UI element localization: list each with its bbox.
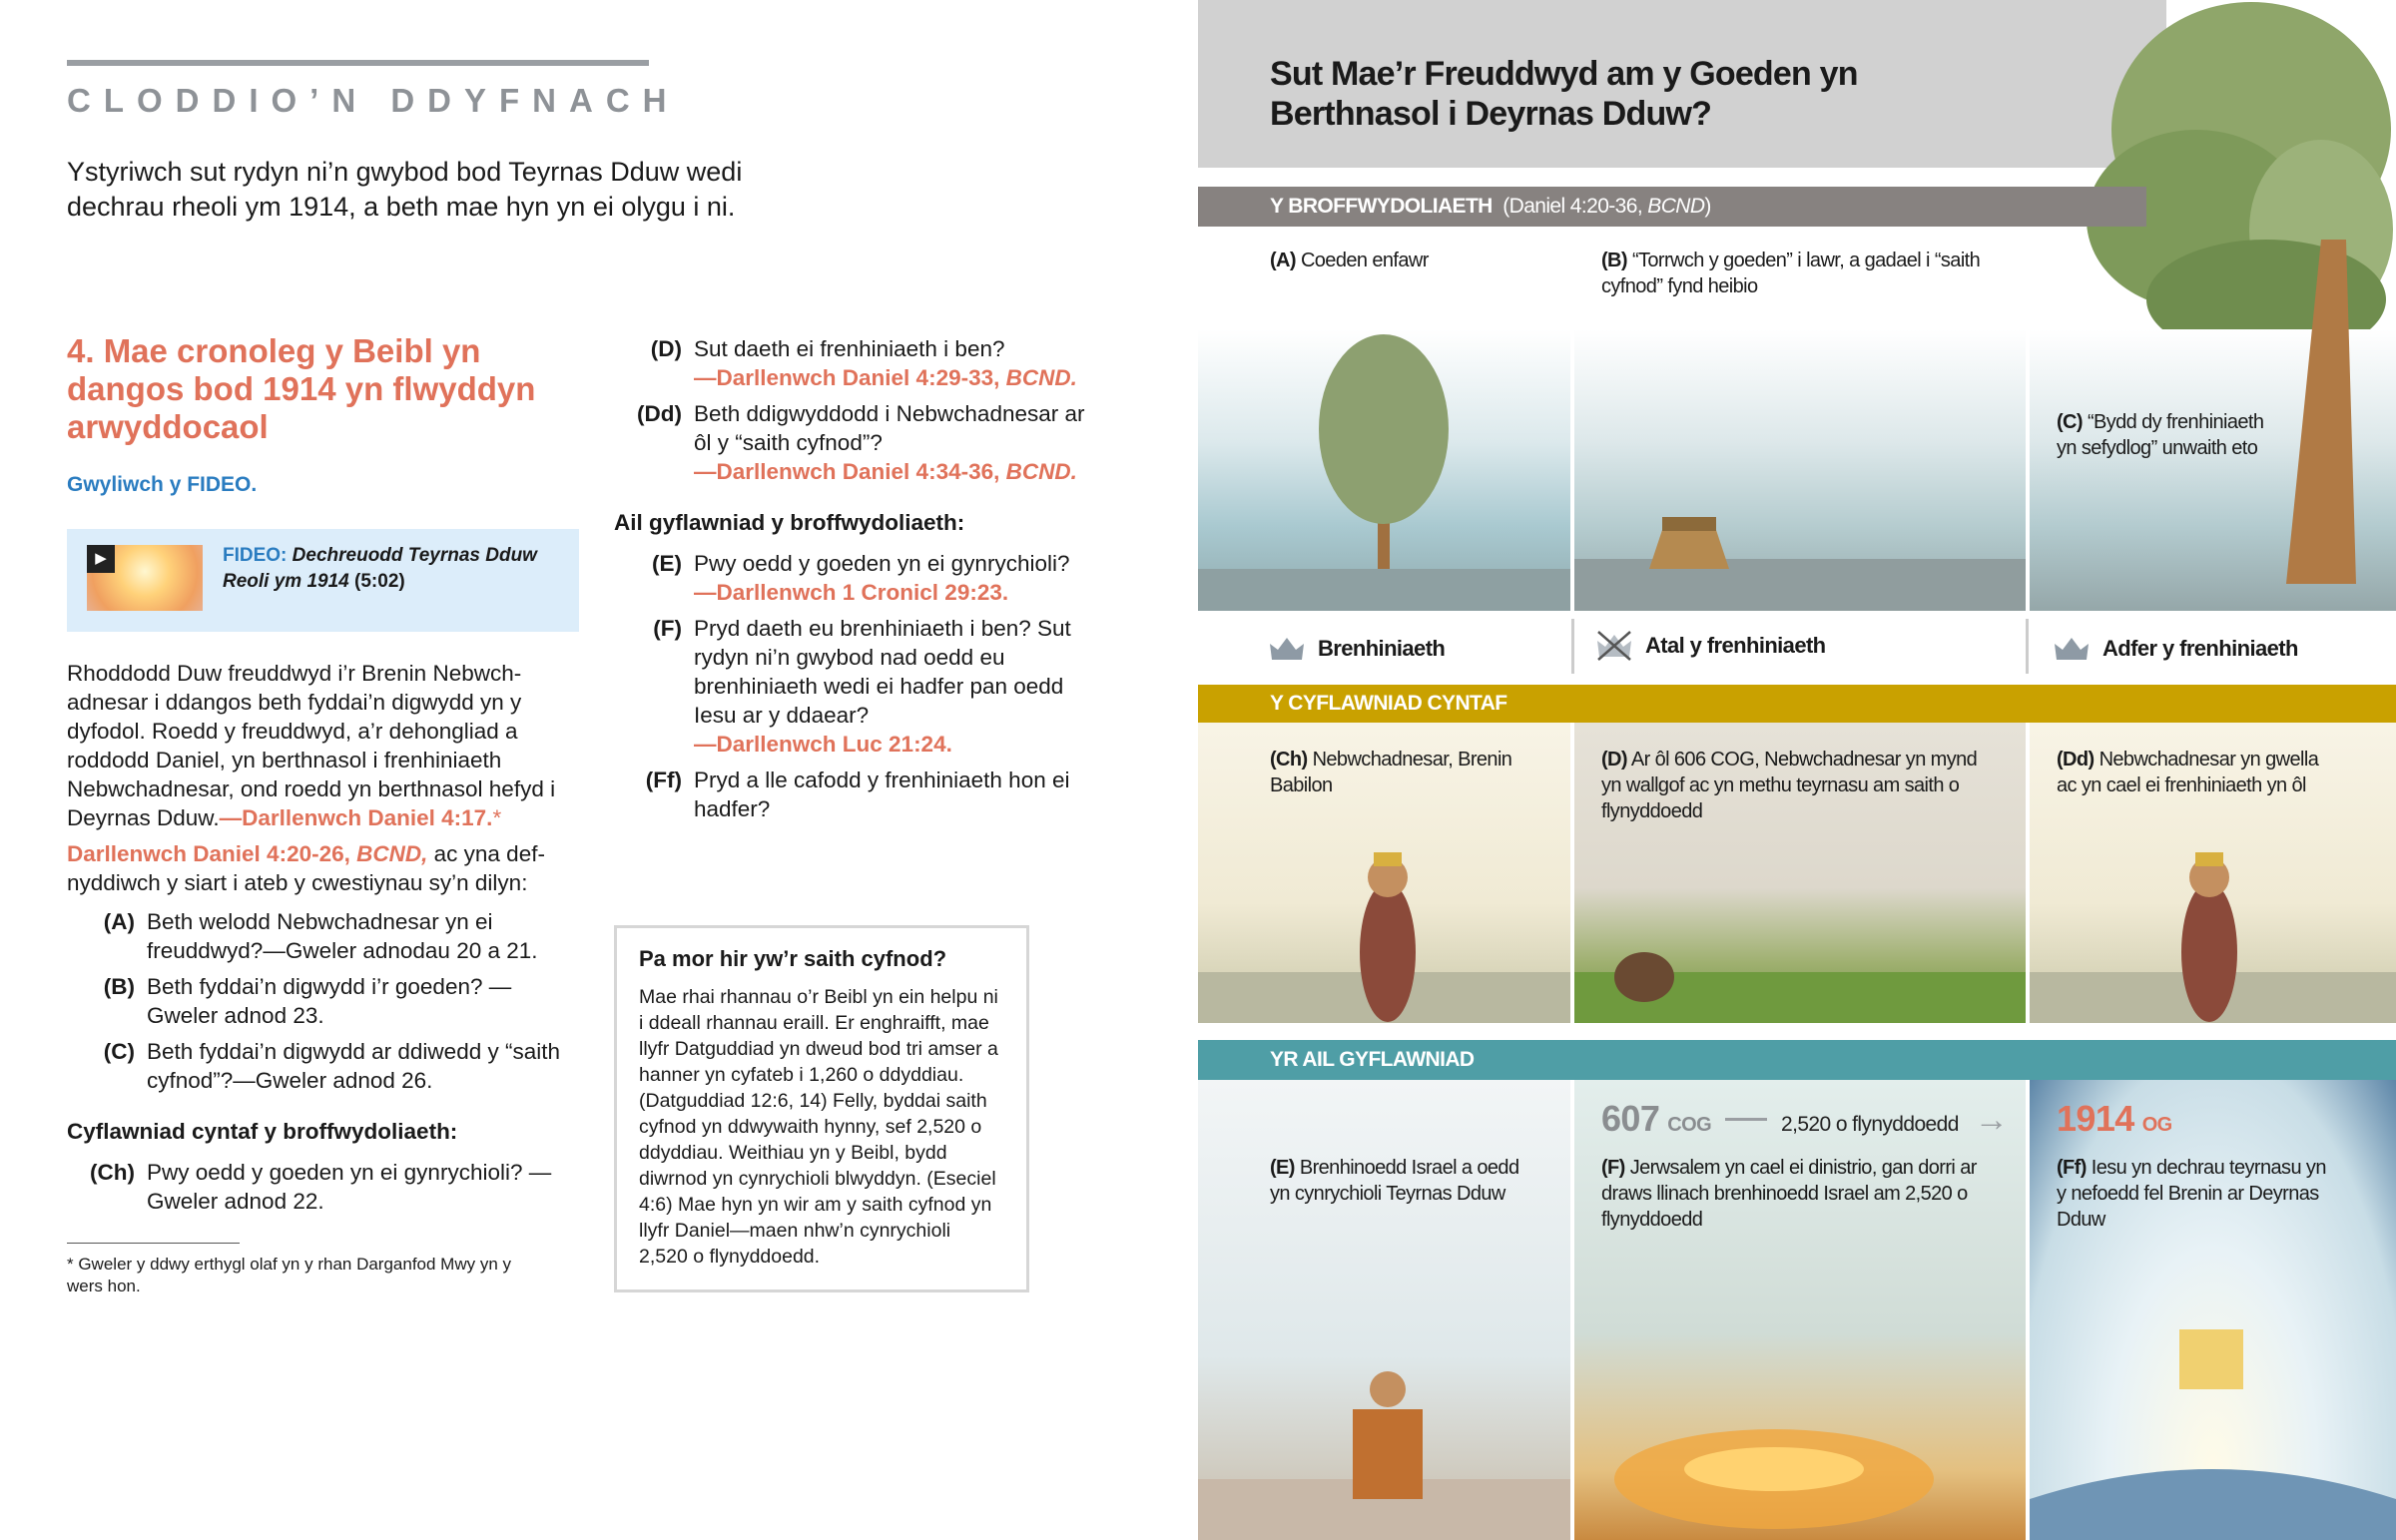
kingship-label [1268,634,1445,664]
kingship-text: Adfer y frenhiniaeth [2102,636,2298,661]
item-label: (F) [1601,1157,1625,1179]
question-label: (Ff) [645,768,682,792]
tree-icon [1198,329,1570,611]
header-rule [67,60,649,66]
scripture-link-italic[interactable]: BCND. [1005,365,1077,390]
intro-text: Ystyriwch sut rydyn ni’n gwybod bod Teyrnas Dduw wedi dechrau rheoli ym 1914, a beth mae hyn yn ei olygu i ni. [67,157,743,222]
item-text: Coeden enfawr [1300,250,1429,271]
question-ff [614,766,1093,823]
second-item-ff [2057,1155,2336,1233]
question-text: Beth fyddai’n digwydd ar ddiwedd y “saith cyfnod”?—Gweler adnod 26. [147,1039,560,1093]
scripture-link[interactable]: —Darllenwch Daniel 4:34-36, [694,459,1000,484]
scripture-link[interactable]: —Darllenwch Daniel 4:29-33, [694,365,1000,390]
prophecy-band [1198,187,2146,227]
timeline-line [1725,1118,1767,1121]
item-label: (A) [1270,250,1296,271]
question-text: Pwy oedd y goeden yn ei gynrychioli? [694,551,1070,576]
item-text: “Bydd dy frenhiniaeth yn sefydlog” unwaith eto [2057,411,2264,459]
question-label: (F) [653,616,682,641]
paragraph-2-text: ac yna defnyddiwch y siart i ateb y cwestiynau sy’n dilyn: [67,841,545,895]
crossed-crown-icon [1595,631,1633,661]
item-text: Nebwchadnesar yn gwella ac yn cael ei frenhiniaeth yn ôl [2057,749,2319,796]
question-a [67,907,566,965]
item-label: (Ch) [1270,749,1308,770]
item-text: Jerwsalem yn cael ei dinistrio, gan dorri ar draws llinach brenhinoedd Israel am 2,520 o flynyddoedd [1601,1157,1977,1231]
chart-title: Sut Mae’r Freuddwyd am y Goeden yn Berthnasol i Deyrnas Dduw? [1270,55,1858,133]
second-item-f [1601,1155,2011,1233]
first-item-dd [2057,747,2336,798]
video-duration: (5:02) [354,571,405,592]
large-tree-trunk [2276,240,2396,589]
prophecy-item-b [1601,248,2001,299]
question-label: (A) [103,909,135,934]
question-label: (Ch) [90,1160,135,1185]
question-ch [67,1158,566,1216]
play-icon[interactable]: ▶ [87,545,115,573]
question-label: (B) [103,974,135,999]
timeline-start [1601,1098,2008,1140]
item-label: (Ff) [2057,1157,2087,1179]
video-caption [223,543,562,595]
sidebar-title: Pa mor hir yw’r saith cyfnod? [639,946,947,971]
paragraph-1-text: Rhoddodd Duw freuddwyd i’r Brenin Nebwchadnesar i ddangos beth fyddai’n digwydd yn y dyfodol. Roedd y freuddwyd, a’r dehongliad a roddodd Daniel, yn berthnasol i frenhiniaeth Nebwchadnesar, ond roedd yn berthnasol hefyd i Deyrnas Dduw. [67,661,556,830]
jerusalem-destroyed-image [1574,1080,2026,1540]
stump-icon [1574,329,2026,611]
footnote-divider [67,1243,240,1244]
prophecy-band-ref: (Daniel 4:20-36, [1502,195,1648,218]
scripture-link[interactable]: —Darllenwch Luc 21:24. [694,732,952,757]
question-f [614,614,1093,759]
heavenly-kingdom-image [2030,1080,2396,1540]
kingship-restored-label [2053,634,2298,664]
first-fulfilment-band: Y CYFLAWNIAD CYNTAF [1198,685,2396,723]
first-item-d [1601,747,2001,824]
kingship-text: Atal y frenhiniaeth [1645,633,1826,658]
question-d [614,334,1093,392]
question-c [67,1037,566,1095]
sidebar-body: Mae rhai rhannau o’r Beibl yn ein helpu ni i ddeall rhannau eraill. Er enghraifft, mae llyfr Datguddiad yn dweud bod tri amser a hanner yn cyfateb i 1,260 o ddyddiau. (Datguddiad 12:6, 14) Felly, byddai saith cyfnod yn ddwywaith hynny, sef 2,520 o ddyddiau. Weithiau yn y Beibl, bydd diwrnod yn cynrychioli blwyddyn. (Eseciel 4:6) Mae hyn yn wir am y saith cyfnod yn llyfr Daniel—maen nhw’n cynrychioli 2,520 o flynyddoedd. [639,986,998,1268]
question-label: (C) [103,1039,135,1064]
footnote-marker[interactable]: * [492,805,502,830]
item-text: Iesu yn dechrau teyrnasu yn y nefoedd fel Brenin ar Deyrnas Dduw [2057,1157,2326,1231]
question-text: Pryd a lle cafodd y frenhiniaeth hon ei hadfer? [694,768,1070,821]
scripture-link-italic[interactable]: BCND, [356,841,428,866]
scripture-link[interactable]: —Darllenwch 1 Cronicl 29:23. [694,580,1009,605]
sidebar-box [614,925,1029,1292]
prophecy-item-c [2057,409,2276,461]
item-text: Brenhinoedd Israel a oedd yn cynrychioli Teyrnas Dduw [1270,1157,1519,1205]
question-text: Beth welodd Nebwchadnesar yn ei freuddwyd?—Gweler adnodau 20 a 21. [147,909,538,963]
timeline-end [2057,1098,2172,1140]
prophecy-item-a [1270,248,1549,273]
start-year: 607 [1601,1098,1660,1139]
item-label: (C) [2057,411,2083,433]
section-kicker: CLODDIO’N DDYFNACH [67,82,680,119]
column-divider [2026,619,2029,674]
kingship-suspended-label [1595,631,1826,661]
video-thumbnail[interactable] [87,545,203,611]
kingship-text: Brenhiniaeth [1318,636,1446,661]
question-label: (E) [652,551,682,576]
item-label: (E) [1270,1157,1295,1179]
question-text: Sut daeth ei frenhiniaeth i ben? [694,336,1005,361]
end-era: OG [2141,1114,2172,1136]
question-b [67,972,566,1030]
scripture-link[interactable]: Darllenwch Daniel 4:20-26, [67,841,350,866]
throne-icon [1198,1080,1570,1540]
item-label: (D) [1601,749,1627,770]
middle-column [614,334,1093,830]
paragraph-2 [67,839,566,897]
crown-icon [1268,636,1306,662]
end-year: 1914 [2057,1098,2134,1139]
item-text: “Torrwch y goeden” i lawr, a gadael i “saith cyfnod” fynd heibio [1601,250,1981,297]
video-label: FIDEO: [223,545,288,566]
scripture-link[interactable]: —Darllenwch Daniel 4:17. [219,805,493,830]
heavenly-throne-icon [2030,1080,2396,1540]
first-fulfilment-heading: Cyflawniad cyntaf y broffwydoliaeth: [67,1119,458,1144]
question-text: Pryd daeth eu brenhiniaeth i ben? Sut rydyn ni’n gwybod nad oedd eu brenhiniaeth wedi ei hadfer pan oedd Iesu ar y ddaear? [694,616,1071,728]
timeline-span: 2,520 o flynyddoedd [1781,1113,1959,1136]
left-column-body [67,659,566,1223]
crown-icon [2053,636,2091,662]
column-divider [1571,619,1574,674]
first-item-ch [1270,747,1549,798]
item-text: Nebwchadnesar, Brenin Babilon [1270,749,1512,796]
section-heading: 4. Mae cronoleg y Beibl yn dangos bod 1914 yn flwyddyn arwyddocaol [67,332,536,445]
item-label: (B) [1601,250,1627,271]
question-text: Beth ddigwyddodd i Nebwchadnesar ar ôl y “saith cyfnod”? [694,401,1085,455]
tree-image [1198,329,1570,611]
watch-video-link[interactable]: Gwyliwch y FIDEO. [67,473,258,496]
stump-image [1574,329,2026,611]
scripture-link-italic[interactable]: BCND. [1005,459,1077,484]
start-era: COG [1667,1114,1712,1136]
item-label: (Dd) [2057,749,2095,770]
question-label: (D) [650,336,682,361]
paragraph-1 [67,659,566,832]
arrow-right-icon: → [1974,1101,2009,1139]
question-text: Pwy oedd y goeden yn ei gynrychioli? —Gweler adnod 22. [147,1160,552,1214]
question-e [614,549,1093,607]
prophecy-band-title: Y BROFFWYDOLIAETH [1270,195,1493,218]
second-fulfilment-band: YR AIL GYFLAWNIAD [1198,1040,2396,1080]
item-text: Ar ôl 606 COG, Nebwchadnesar yn mynd yn wallgof ac yn methu teyrnasu am saith o flynyddoedd [1601,749,1978,822]
prophecy-band-ref-italic: BCND [1647,195,1705,218]
second-fulfilment-heading: Ail gyflawniad y broffwydoliaeth: [614,510,965,535]
question-text: Beth fyddai’n digwydd i’r goeden? —Gweler adnod 23. [147,974,512,1028]
second-item-e [1270,1155,1529,1207]
prophecy-band-ref-close: ) [1704,195,1711,218]
question-dd [614,399,1093,486]
question-label: (Dd) [637,401,682,426]
fire-icon [1574,1080,2026,1540]
footnote: * Gweler y ddwy erthygl olaf yn y rhan Darganfod Mwy yn y wers hon. [67,1255,512,1295]
video-card[interactable] [67,529,579,632]
video-title: Dechreuodd Teyrnas Dduw Reoli ym 1914 [223,545,537,592]
kings-of-israel-image [1198,1080,1570,1540]
